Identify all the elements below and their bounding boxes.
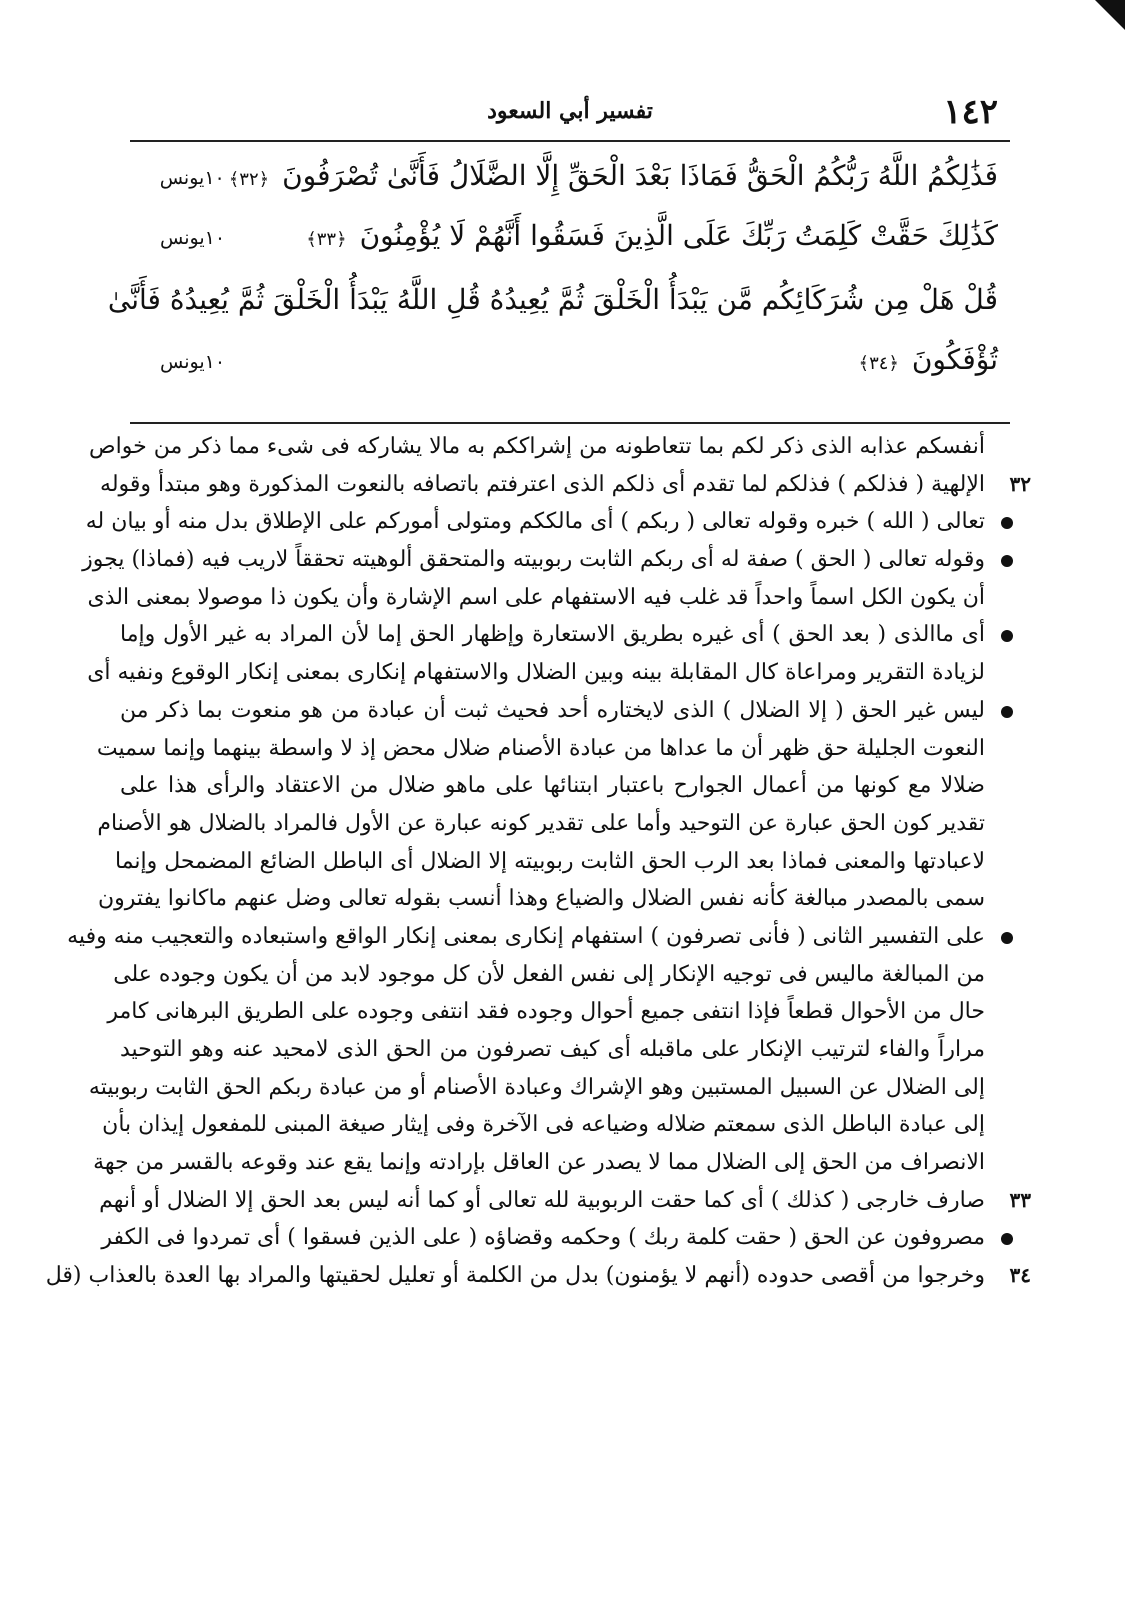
commentary-text: وخرجوا من أقصى حدوده (أنهم لا يؤمنون) بدل من الكلمة أو تعليل لحقيتها والمراد بها العدة بالعذاب (قل [45, 1263, 985, 1289]
bullet-marker [1001, 1233, 1013, 1245]
verse-reference: ١٠يونس [160, 227, 226, 249]
commentary-text: صارف خارجى ( كذلك ) أى كما حقت الربوبية لله تعالى أو كما أنه ليس بعد الحق إلا الضلال أو أنهم [99, 1187, 985, 1213]
running-title: تفسير أبي السعود [487, 98, 653, 124]
commentary-text: إلى الضلال عن السبيل المستبين وهو الإشراك وعبادة الأصنام أو من عبادة ربكم الحق الثابت ربوبيته [88, 1074, 985, 1100]
verse-margin-number: ٣٣ [1009, 1187, 1031, 1212]
commentary-line [87, 654, 1015, 692]
bullet-marker [1001, 555, 1013, 567]
commentary-text: ضلالا مع كونها من أعمال الجوارح باعتبار ابتنائها على ماهو ضلال من الاعتقاد والرأى هذا على [120, 773, 985, 799]
commentary-line [97, 805, 1015, 843]
commentary-text: من المبالغة ماليس فى توجيه الإنكار إلى نفس الفعل لأن كل موجود لابد من أن يكون وجوده على [113, 961, 985, 987]
commentary-line [101, 1219, 1015, 1257]
commentary-line [85, 503, 1015, 541]
page-number: ١٤٢ [943, 92, 998, 132]
commentary-text: حال من الأحوال قطعاً فإذا انتفى جميع أحوال وجوده فقد انتفى وجوده على الطريق البرهانى كامر [107, 999, 985, 1025]
commentary-line [45, 1257, 1031, 1295]
corner-mark [1095, 0, 1125, 30]
commentary-line [114, 843, 1015, 881]
ayah-number: ﴿٣٣﴾ [306, 229, 347, 250]
commentary-line [120, 1031, 1015, 1069]
commentary-text: وقوله تعالى ( الحق ) صفة له أى ربكم الثابت ربوبيته والمتحقق ألوهيته تحققاً لاريب فيه (فماذا) يجوز [82, 547, 985, 573]
commentary-text: الانصراف من الحق إلى الضلال مما لا يصدر عن العاقل بإرادته وإنما يقع عند وقوعه بالقسر من جهة [93, 1150, 985, 1176]
header-rule [130, 140, 1010, 142]
bullet-marker [1001, 932, 1013, 944]
verse-33 [130, 208, 1010, 268]
commentary-line [93, 1144, 1015, 1182]
commentary-line [89, 428, 1015, 466]
commentary-text: أى ماالذى ( بعد الحق ) أى غيره بطريق الاستعارة وإظهار الحق إما لأن المراد به غير الأول وإما [120, 622, 985, 648]
commentary-text: مصروفون عن الحق ( حقت كلمة ربك ) وحكمه وقضاؤه ( على الذين فسقوا ) أى تمردوا فى الكفر [101, 1225, 985, 1251]
commentary-text: على التفسير الثانى ( فأنى تصرفون ) استفهام إنكارى بمعنى إنكار الواقع واستبعاده والتعجيب منه وفيه [67, 923, 985, 949]
bullet-marker [1001, 517, 1013, 529]
commentary-line [107, 993, 1015, 1031]
verse-text: قُلْ هَلْ مِن شُرَكَائِكُم مَّن يَبْدَأُ الْخَلْقَ ثُمَّ يُعِيدُهُ قُلِ اللَّهُ يَبْدَأُ الْخَلْقَ ثُمَّ يُعِيدُهُ فَأَنَّىٰ [107, 283, 998, 316]
commentary-line [113, 956, 1015, 994]
commentary-line [120, 767, 1015, 805]
commentary-text: لاعبادتها والمعنى فماذا بعد الرب الحق الثابت ربوبيته إلا الضلال أى الباطل الضائع المضمحل وإنما [114, 848, 985, 874]
commentary-text: إلى عبادة الباطل الذى سمعتم ضلاله وضياعه فى الآخرة وفى إيثار صيغة المبنى للمفعول إيذان بأن [102, 1112, 985, 1138]
ayah-number: ﴿٣٤﴾ [858, 353, 899, 374]
commentary-text: ليس غير الحق ( إلا الضلال ) الذى لايختاره أحد فحيث ثبت أن عبادة من هو منعوت بما ذكر من [120, 697, 986, 723]
commentary-text: أن يكون الكل اسماً واحداً قد غلب فيه الاستفهام على اسم الإشارة وأن يكون ذا موصولا بمعنى الذى [87, 584, 985, 610]
verse-text: فَذَٰلِكُمُ اللَّهُ رَبُّكُمُ الْحَقُّ فَمَاذَا بَعْدَ الْحَقِّ إِلَّا الضَّلَالُ فَأَنَّىٰ تُصْرَفُونَ ﴿٣٢﴾ [225, 146, 1010, 210]
commentary-line [102, 1106, 1015, 1144]
commentary-line [120, 692, 1015, 730]
verse-margin-number: ٣٢ [1009, 471, 1031, 496]
verse-32 [130, 148, 1010, 208]
commentary-text: تقدير كون الحق عبارة عن التوحيد وأما على تقدير كونه عبارة عن الأول فالمراد بالضلال هو الأصنام [97, 810, 985, 836]
commentary-text: لزيادة التقرير ومراعاة كال المقابلة بينه وبين الضلال والاستفهام إنكارى بمعنى إنكار الوقوع ونفيه أى [87, 660, 985, 686]
commentary-line [97, 880, 1015, 918]
bullet-marker [1001, 706, 1013, 718]
verse-margin-number: ٣٤ [1009, 1263, 1031, 1288]
bullet-marker [1001, 630, 1013, 642]
verse-34-line-2 [130, 332, 1010, 392]
commentary-text: النعوت الجليلة حق ظهر أن ما عداها من عبادة الأصنام ضلال محض إذ لا واسطة بينهما وإنما سميت [96, 735, 985, 761]
verse-text: تُؤْفَكُونَ ﴿٣٤﴾ [290, 330, 1010, 394]
commentary-text: أنفسكم عذابه الذى ذكر لكم بما تتعاطونه من إشراككم به مالا يشاركه فى شىء مما ذكر من خواص [89, 434, 985, 459]
commentary-line [67, 918, 1015, 956]
verse-34-line-1 [107, 268, 1010, 332]
commentary-line [82, 541, 1015, 579]
verses-rule [130, 422, 1010, 424]
commentary-line [88, 1069, 1015, 1107]
commentary-text: سمى بالمصدر مبالغة كأنه نفس الضلال والضياع وهذا أنسب بقوله تعالى وضل عنهم ماكانوا يفترون [97, 886, 985, 912]
commentary-line [100, 466, 1031, 504]
commentary-line [87, 579, 1015, 617]
commentary-text: مراراً والفاء لترتيب الإنكار على ماقبله أى كيف تصرفون من الحق الذى لامحيد عنه وهو التوحيد [120, 1037, 985, 1062]
commentary-line [99, 1182, 1031, 1220]
commentary-line [96, 730, 1015, 768]
commentary-line [120, 616, 1015, 654]
verse-text: كَذَٰلِكَ حَقَّتْ كَلِمَتُ رَبِّكَ عَلَى الَّذِينَ فَسَقُوا أَنَّهُمْ لَا يُؤْمِنُونَ ﴿٣٣﴾ [290, 206, 1010, 270]
verse-reference: ١٠يونس [159, 167, 225, 189]
quran-verses [107, 148, 1010, 392]
commentary-text: الإلهية ( فذلكم ) فذلكم لما تقدم أى ذلكم الذى اعترفتم باتصافه بالنعوت المذكورة وهو مبتدأ وقوله [100, 471, 985, 497]
commentary-body [45, 428, 1031, 1295]
ayah-number: ﴿٣٢﴾ [228, 169, 270, 190]
commentary-text: تعالى ( الله ) خبره وقوله تعالى ( ربكم ) أى مالككم ومتولى أموركم على الإطلاق بدل منه أو بيان له [85, 509, 985, 535]
verse-reference: ١٠يونس [160, 351, 226, 373]
page-header [130, 86, 1010, 140]
